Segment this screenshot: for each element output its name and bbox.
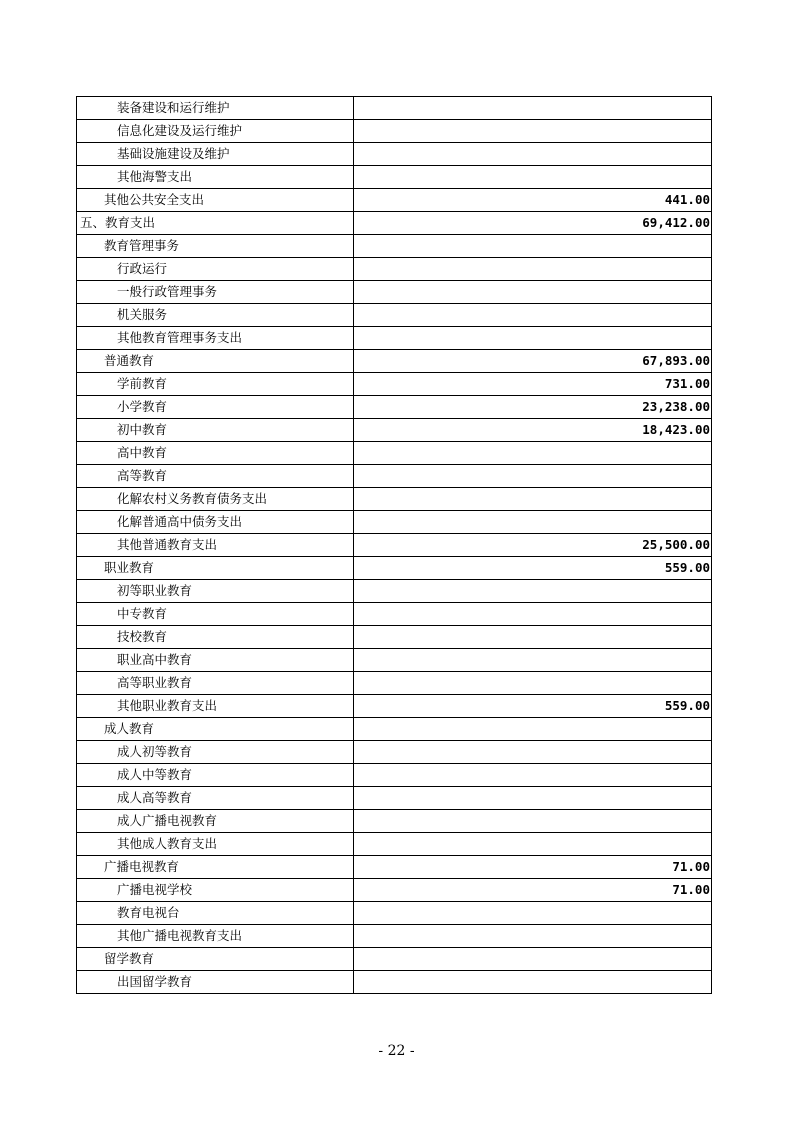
table-row: [77, 373, 712, 396]
budget-table: [76, 96, 712, 994]
item-name-cell: 装备建设和运行维护: [77, 97, 354, 120]
amount-cell: [354, 810, 712, 833]
amount-cell: [354, 833, 712, 856]
table-row: [77, 465, 712, 488]
amount-cell: [354, 258, 712, 281]
amount-cell: 69,412.00: [354, 212, 712, 235]
table-row: [77, 419, 712, 442]
amount-cell: 23,238.00: [354, 396, 712, 419]
table-row: [77, 902, 712, 925]
item-name-cell: 其他职业教育支出: [77, 695, 354, 718]
table-row: [77, 856, 712, 879]
table-row: [77, 971, 712, 994]
table-row: [77, 212, 712, 235]
item-name-cell: 成人初等教育: [77, 741, 354, 764]
amount-cell: [354, 304, 712, 327]
amount-cell: [354, 580, 712, 603]
table-row: [77, 350, 712, 373]
table-row: [77, 442, 712, 465]
amount-cell: [354, 649, 712, 672]
table-row: [77, 143, 712, 166]
table-row: [77, 557, 712, 580]
amount-cell: [354, 120, 712, 143]
item-name-cell: 行政运行: [77, 258, 354, 281]
amount-cell: [354, 902, 712, 925]
item-name-cell: 职业高中教育: [77, 649, 354, 672]
amount-cell: [354, 626, 712, 649]
item-name-cell: 机关服务: [77, 304, 354, 327]
item-name-cell: 其他普通教育支出: [77, 534, 354, 557]
item-name-cell: 其他公共安全支出: [77, 189, 354, 212]
item-name-cell: 留学教育: [77, 948, 354, 971]
amount-cell: [354, 925, 712, 948]
item-name-cell: 教育管理事务: [77, 235, 354, 258]
item-name-cell: 广播电视学校: [77, 879, 354, 902]
table-row: [77, 235, 712, 258]
item-name-cell: 其他成人教育支出: [77, 833, 354, 856]
amount-cell: 71.00: [354, 879, 712, 902]
item-name-cell: 成人中等教育: [77, 764, 354, 787]
amount-cell: [354, 281, 712, 304]
amount-cell: 25,500.00: [354, 534, 712, 557]
page-number: - 22 -: [378, 1043, 415, 1059]
amount-cell: 67,893.00: [354, 350, 712, 373]
amount-cell: 559.00: [354, 695, 712, 718]
table-row: [77, 925, 712, 948]
amount-cell: 731.00: [354, 373, 712, 396]
table-row: [77, 580, 712, 603]
amount-cell: [354, 235, 712, 258]
item-name-cell: 小学教育: [77, 396, 354, 419]
item-name-cell: 中专教育: [77, 603, 354, 626]
amount-cell: [354, 672, 712, 695]
amount-cell: [354, 718, 712, 741]
table-row: [77, 120, 712, 143]
item-name-cell: 高中教育: [77, 442, 354, 465]
item-name-cell: 广播电视教育: [77, 856, 354, 879]
item-name-cell: 成人教育: [77, 718, 354, 741]
table-row: [77, 166, 712, 189]
item-name-cell: 普通教育: [77, 350, 354, 373]
table-row: [77, 626, 712, 649]
table-row: [77, 695, 712, 718]
amount-cell: 559.00: [354, 557, 712, 580]
amount-cell: [354, 488, 712, 511]
item-name-cell: 化解农村义务教育债务支出: [77, 488, 354, 511]
amount-cell: [354, 787, 712, 810]
item-name-cell: 成人广播电视教育: [77, 810, 354, 833]
item-name-cell: 高等职业教育: [77, 672, 354, 695]
amount-cell: [354, 442, 712, 465]
amount-cell: [354, 97, 712, 120]
table-row: [77, 741, 712, 764]
item-name-cell: 技校教育: [77, 626, 354, 649]
table-row: [77, 511, 712, 534]
amount-cell: [354, 327, 712, 350]
amount-cell: [354, 603, 712, 626]
amount-cell: [354, 971, 712, 994]
amount-cell: [354, 511, 712, 534]
amount-cell: 441.00: [354, 189, 712, 212]
item-name-cell: 化解普通高中债务支出: [77, 511, 354, 534]
table-row: [77, 281, 712, 304]
table-row: [77, 948, 712, 971]
table-row: [77, 327, 712, 350]
table-row: [77, 649, 712, 672]
item-name-cell: 其他海警支出: [77, 166, 354, 189]
amount-cell: [354, 465, 712, 488]
amount-cell: [354, 764, 712, 787]
table-row: [77, 764, 712, 787]
item-name-cell: 职业教育: [77, 557, 354, 580]
table-row: [77, 534, 712, 557]
table-row: [77, 488, 712, 511]
amount-cell: [354, 166, 712, 189]
table-row: [77, 97, 712, 120]
item-name-cell: 学前教育: [77, 373, 354, 396]
item-name-cell: 其他广播电视教育支出: [77, 925, 354, 948]
item-name-cell: 初中教育: [77, 419, 354, 442]
amount-cell: 18,423.00: [354, 419, 712, 442]
amount-cell: [354, 741, 712, 764]
item-name-cell: 初等职业教育: [77, 580, 354, 603]
table-row: [77, 258, 712, 281]
table-row: [77, 787, 712, 810]
table-row: [77, 603, 712, 626]
item-name-cell: 教育电视台: [77, 902, 354, 925]
table-row: [77, 189, 712, 212]
table-row: [77, 810, 712, 833]
item-name-cell: 基础设施建设及维护: [77, 143, 354, 166]
item-name-cell: 一般行政管理事务: [77, 281, 354, 304]
amount-cell: [354, 143, 712, 166]
amount-cell: [354, 948, 712, 971]
item-name-cell: 高等教育: [77, 465, 354, 488]
amount-cell: 71.00: [354, 856, 712, 879]
item-name-cell: 信息化建设及运行维护: [77, 120, 354, 143]
table-row: [77, 879, 712, 902]
item-name-cell: 成人高等教育: [77, 787, 354, 810]
item-name-cell: 五、教育支出: [77, 212, 354, 235]
item-name-cell: 出国留学教育: [77, 971, 354, 994]
table-row: [77, 304, 712, 327]
table-row: [77, 396, 712, 419]
table-row: [77, 672, 712, 695]
table-row: [77, 833, 712, 856]
table-row: [77, 718, 712, 741]
item-name-cell: 其他教育管理事务支出: [77, 327, 354, 350]
budget-table-body: [77, 97, 712, 994]
